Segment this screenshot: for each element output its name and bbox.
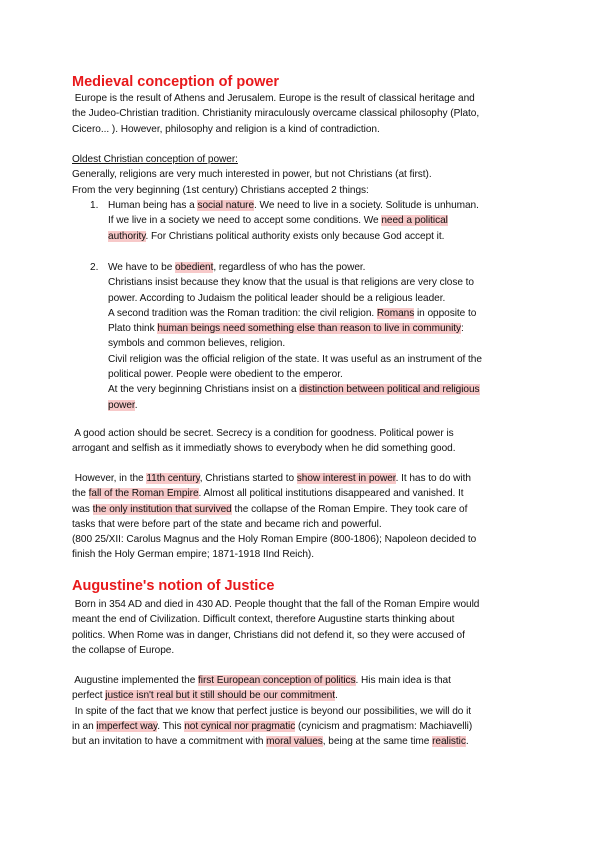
highlight: power — [108, 399, 135, 411]
subheading: Oldest Christian conception of power: — [72, 154, 238, 165]
highlight: distinction between political and religious — [299, 384, 480, 396]
highlight: first European conception of politics — [198, 675, 356, 686]
section-title-augustine: Augustine's notion of Justice — [72, 578, 275, 594]
highlight: show interest in power — [296, 473, 396, 484]
text-line: However, in the 11th century, Christians started to show interest in power. It has to do with — [72, 473, 471, 484]
text-line: politics. When Rome was in danger, Christians did not defend it, so they were accused of — [72, 629, 465, 641]
text-line: From the very beginning (1st century) Christians accepted 2 things: — [72, 184, 369, 196]
highlight: authority — [108, 230, 146, 242]
oldest-conception-block — [72, 152, 542, 198]
text-line: symbols and common believes, religion. — [108, 338, 286, 350]
text-line: If we live in a society we need to accept some conditions. We need a political — [108, 215, 448, 227]
list-number: 1. — [90, 200, 99, 211]
section-title-medieval: Medieval conception of power — [72, 74, 280, 90]
text-line: the fall of the Roman Empire. Almost all political institutions disappeared and vanished. It — [72, 488, 464, 500]
text-line: In spite of the fact that we know that perfect justice is beyond our possibilities, we will do it — [72, 705, 472, 717]
text-line: perfect justice isn't real but it still should be our commitment. — [72, 690, 338, 702]
highlight: not cynical nor pragmatic — [184, 720, 296, 732]
eleventh-century-paragraph — [72, 471, 542, 563]
text-line: Plato think human beings need something else than reason to live in community: — [108, 323, 464, 335]
text-line: Civil religion was the official religion of the state. It was useful as an instrument of the — [108, 353, 482, 365]
text-line: power. According to Judaism the political leader should be a religious leader. — [108, 292, 446, 304]
list-item-1 — [108, 198, 548, 244]
text-line: tasks that were before part of the state and became rich and powerful. — [72, 518, 382, 530]
text-line: (800 25/XII: Carolus Magnus and the Holy Roman Empire (800-1806); Napoleon decided to — [72, 534, 477, 546]
list-number: 2. — [90, 262, 99, 273]
text-line: finish the Holy German empire; 1871-1918 IInd Reich). — [72, 549, 314, 561]
text-line: We have to be obedient, regardless of who has the power. — [108, 262, 366, 273]
highlight: 11th century — [146, 473, 200, 484]
highlight: realistic — [432, 736, 466, 748]
text-line: Augustine implemented the first European conception of politics. His main idea is that — [72, 675, 451, 686]
text-line: Human being has a social nature. We need to live in a society. Solitude is unhuman. — [108, 200, 479, 211]
text-line: the collapse of Europe. — [72, 644, 175, 656]
text-line: the Judeo-Christian tradition. Christianity miraculously overcame classical philosophy (Plato, — [72, 108, 480, 120]
text-line: Cicero... ). However, philosophy and religion is a kind of contradiction. — [72, 123, 380, 135]
highlight: need a political — [381, 215, 448, 227]
text-line: Born in 354 AD and died in 430 AD. People thought that the fall of the Roman Empire would — [72, 599, 480, 610]
text-line: Christians insist because they know that the usual is that religions are very close to — [108, 277, 474, 289]
augustine-bio-paragraph — [72, 597, 542, 658]
highlight: fall of the Roman Empire — [88, 488, 199, 500]
secrecy-paragraph — [72, 426, 542, 457]
text-line: meant the end of Civilization. Difficult context, therefore Augustine starts thinking about — [72, 614, 455, 626]
highlight: obedient — [175, 262, 214, 273]
list-item-2 — [108, 260, 548, 413]
text-line: authority. For Christians political authority exists only because God accept it. — [108, 230, 445, 242]
highlight: the only institution that survived — [92, 503, 232, 515]
highlight: imperfect way — [96, 720, 158, 732]
text-line: At the very beginning Christians insist on a distinction between political and religious — [108, 384, 480, 396]
text-line: political power. People were obedient to the emperor. — [108, 369, 343, 381]
text-line: arrogant and selfish as it immediatly shows to everybody when he did something good. — [72, 443, 456, 455]
text-line: Europe is the result of Athens and Jerusalem. Europe is the result of classical heritage and — [72, 93, 475, 104]
text-line: A good action should be secret. Secrecy is a condition for goodness. Political power is — [72, 428, 454, 439]
text-line: in an imperfect way. This not cynical nor pragmatic (cynicism and pragmatism: Machiavelli) — [72, 720, 473, 732]
text-line: A second tradition was the Roman tradition: the civil religion. Romans in opposite to — [108, 307, 477, 319]
augustine-politics-paragraph — [72, 673, 542, 749]
highlight: moral values — [266, 736, 323, 748]
highlight: justice isn't real but it still should be our commitment — [105, 690, 335, 702]
highlight: social nature — [197, 200, 255, 211]
text-line: but an invitation to have a commitment with moral values, being at the same time realistic. — [72, 736, 469, 748]
highlight: human beings need something else than reason to live in community — [157, 323, 462, 335]
intro-paragraph — [72, 91, 542, 137]
text-line: was the only institution that survived the collapse of the Roman Empire. They took care of — [72, 503, 468, 515]
text-line: power. — [108, 399, 138, 411]
highlight: Romans — [376, 307, 415, 319]
text-line: Generally, religions are very much interested in power, but not Christians (at first). — [72, 169, 432, 181]
